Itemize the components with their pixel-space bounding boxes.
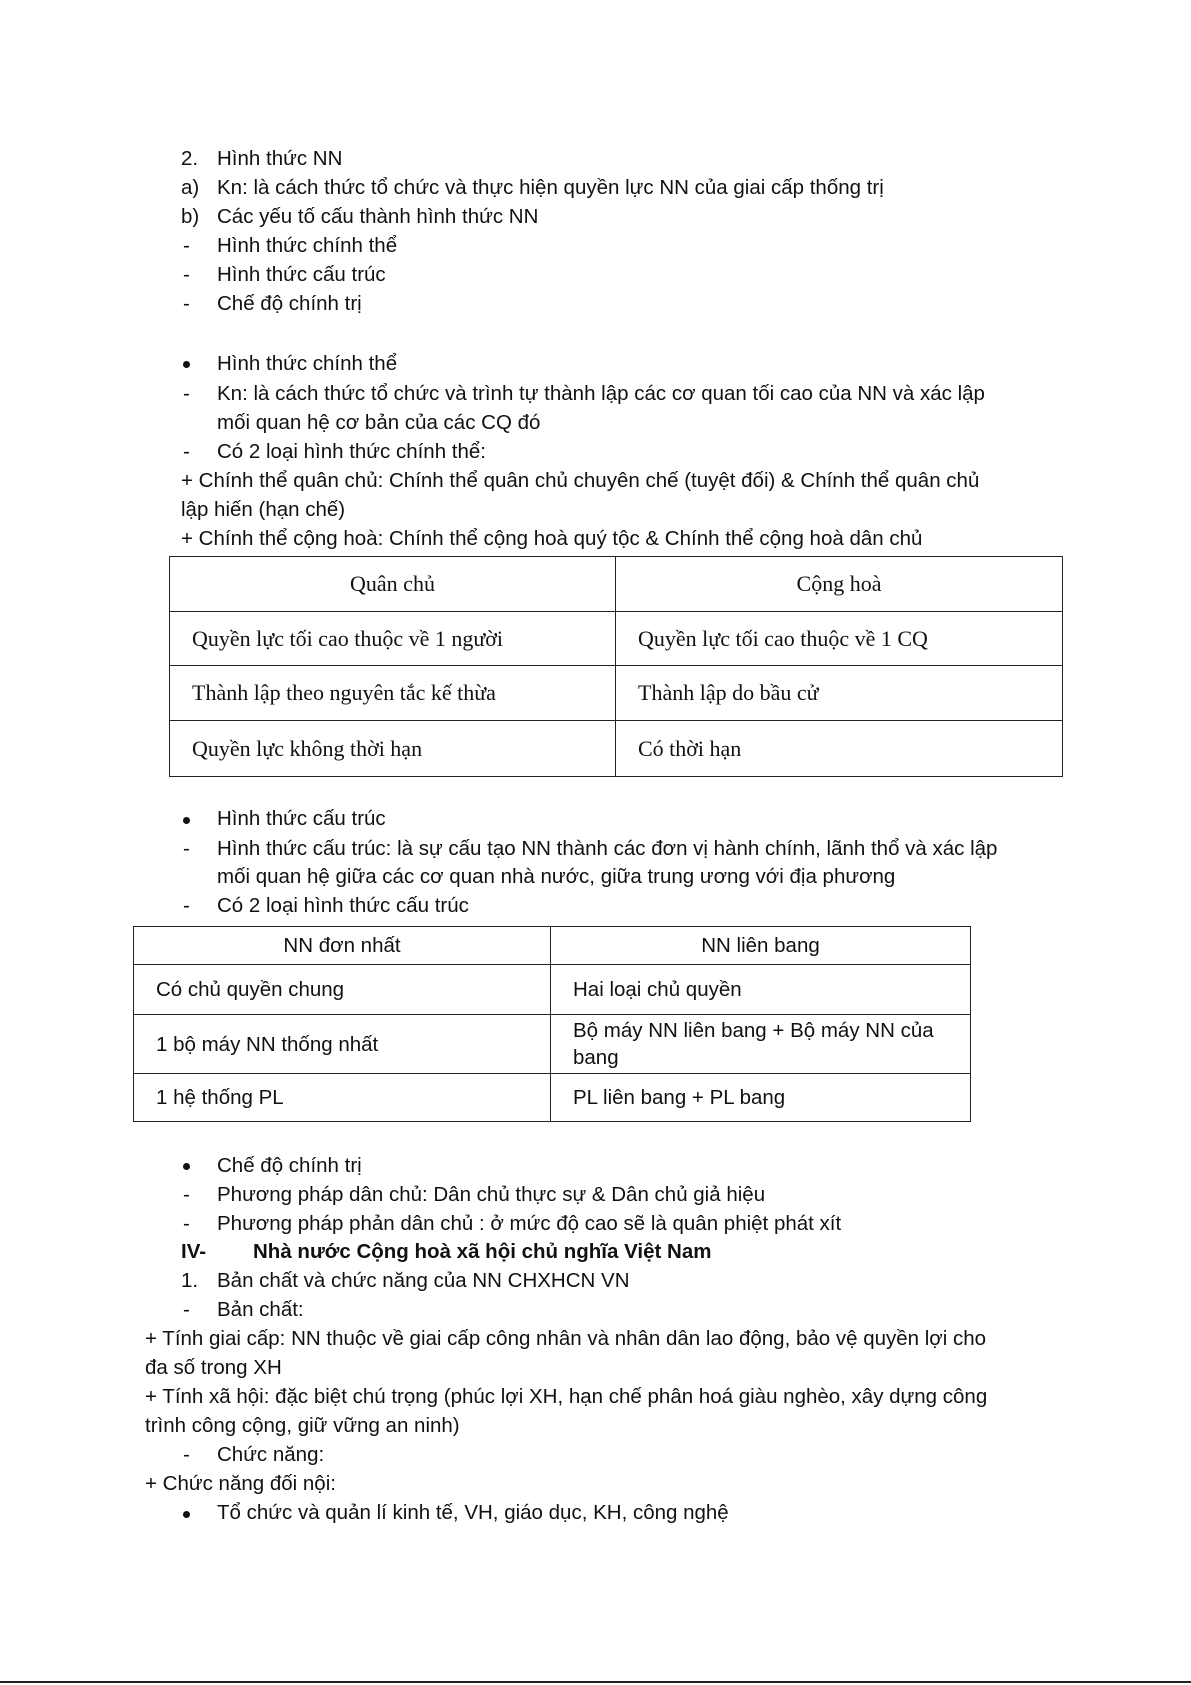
table-cell: PL liên bang + PL bang bbox=[551, 1074, 971, 1122]
table-cell: Thành lập theo nguyên tắc kế thừa bbox=[170, 666, 616, 721]
text-line: Hình thức cấu trúc bbox=[217, 263, 386, 286]
dash-marker: - bbox=[183, 292, 190, 315]
text-line: Tổ chức và quản lí kinh tế, VH, giáo dục, KH, công nghệ bbox=[217, 1501, 729, 1524]
dash-marker: - bbox=[183, 382, 190, 405]
text-line: + Tính xã hội: đặc biệt chú trọng (phúc lợi XH, hạn chế phân hoá giàu nghèo, xây dựng công bbox=[145, 1385, 988, 1408]
text-line: Hình thức cấu trúc: là sự cấu tạo NN thành các đơn vị hành chính, lãnh thổ và xác lập bbox=[217, 837, 998, 860]
page-bottom-border bbox=[0, 1681, 1191, 1683]
dash-marker: - bbox=[183, 1298, 190, 1321]
text-line: + Tính giai cấp: NN thuộc về giai cấp công nhân và nhân dân lao động, bảo vệ quyền lợi cho bbox=[145, 1327, 987, 1350]
table-cell: Bộ máy NN liên bang + Bộ máy NN của bang bbox=[551, 1015, 971, 1074]
table-header: NN liên bang bbox=[551, 927, 971, 965]
dash-marker: - bbox=[183, 234, 190, 257]
text-line: trình công cộng, giữ vững an ninh) bbox=[145, 1414, 460, 1437]
table-header: Cộng hoà bbox=[616, 557, 1063, 612]
text-line: Kn: là cách thức tổ chức và thực hiện quyền lực NN của giai cấp thống trị bbox=[217, 176, 884, 199]
text-line: Hình thức chính thể bbox=[217, 352, 398, 375]
text-line: + Chính thể quân chủ: Chính thể quân chủ chuyên chế (tuyệt đối) & Chính thể quân chủ bbox=[181, 469, 980, 492]
text-line: đa số trong XH bbox=[145, 1356, 282, 1379]
list-marker: b) bbox=[181, 205, 200, 228]
table-cell: Thành lập do bầu cử bbox=[616, 666, 1063, 721]
bullet-icon bbox=[183, 1163, 190, 1170]
text-line: Bản chất và chức năng của NN CHXHCN VN bbox=[217, 1269, 630, 1292]
monarchy-republic-table bbox=[169, 556, 1063, 777]
table-cell: Có chủ quyền chung bbox=[134, 965, 551, 1015]
text-line: + Chức năng đối nội: bbox=[145, 1472, 336, 1495]
dash-marker: - bbox=[183, 1212, 190, 1235]
text-line: Phương pháp dân chủ: Dân chủ thực sự & Dân chủ giả hiệu bbox=[217, 1183, 766, 1206]
table-cell: 1 hệ thống PL bbox=[134, 1074, 551, 1122]
list-marker: a) bbox=[181, 176, 200, 199]
table-cell: Hai loại chủ quyền bbox=[551, 965, 971, 1015]
dash-marker: - bbox=[183, 263, 190, 286]
text-line: Phương pháp phản dân chủ : ở mức độ cao sẽ là quân phiệt phát xít bbox=[217, 1212, 842, 1235]
table-cell: Quyền lực tối cao thuộc về 1 người bbox=[170, 612, 616, 666]
text-line: + Chính thể cộng hoà: Chính thể cộng hoà quý tộc & Chính thể cộng hoà dân chủ bbox=[181, 527, 923, 550]
table-cell: Quyền lực tối cao thuộc về 1 CQ bbox=[616, 612, 1063, 666]
text-line: Có 2 loại hình thức chính thể: bbox=[217, 440, 487, 463]
text-line: Chế độ chính trị bbox=[217, 292, 362, 315]
dash-marker: - bbox=[183, 1443, 190, 1466]
dash-marker: - bbox=[183, 894, 190, 917]
text-line: Bản chất: bbox=[217, 1298, 304, 1321]
bullet-icon bbox=[183, 817, 190, 824]
dash-marker: - bbox=[183, 1183, 190, 1206]
unitary-federal-table bbox=[133, 926, 971, 1122]
text-line: Hình thức chính thể bbox=[217, 234, 398, 257]
text-line: Có 2 loại hình thức cấu trúc bbox=[217, 894, 469, 917]
text-line: mối quan hệ giữa các cơ quan nhà nước, giữa trung ương với địa phương bbox=[217, 865, 896, 888]
text-line: Chế độ chính trị bbox=[217, 1154, 362, 1177]
bullet-icon bbox=[183, 361, 190, 368]
dash-marker: - bbox=[183, 837, 190, 860]
list-marker: 2. bbox=[181, 147, 199, 170]
text-line: Kn: là cách thức tổ chức và trình tự thành lập các cơ quan tối cao của NN và xác lập bbox=[217, 382, 985, 405]
text-line: lập hiến (hạn chế) bbox=[181, 498, 346, 521]
table-cell: 1 bộ máy NN thống nhất bbox=[134, 1015, 551, 1074]
text-line: Chức năng: bbox=[217, 1443, 325, 1466]
text-line: Hình thức cấu trúc bbox=[217, 807, 386, 830]
table-header: Quân chủ bbox=[170, 557, 616, 612]
text-line: mối quan hệ cơ bản của các CQ đó bbox=[217, 411, 541, 434]
dash-marker: - bbox=[183, 440, 190, 463]
table-cell: Quyền lực không thời hạn bbox=[170, 721, 616, 777]
text-line: Các yếu tố cấu thành hình thức NN bbox=[217, 205, 539, 228]
bullet-icon bbox=[183, 1511, 190, 1518]
list-marker: 1. bbox=[181, 1269, 199, 1292]
section-heading: Nhà nước Cộng hoà xã hội chủ nghĩa Việt Nam bbox=[253, 1240, 712, 1263]
section-number: IV- bbox=[181, 1240, 207, 1263]
table-cell: Có thời hạn bbox=[616, 721, 1063, 777]
heading-hinh-thuc-nn: Hình thức NN bbox=[217, 147, 343, 170]
table-header: NN đơn nhất bbox=[134, 927, 551, 965]
